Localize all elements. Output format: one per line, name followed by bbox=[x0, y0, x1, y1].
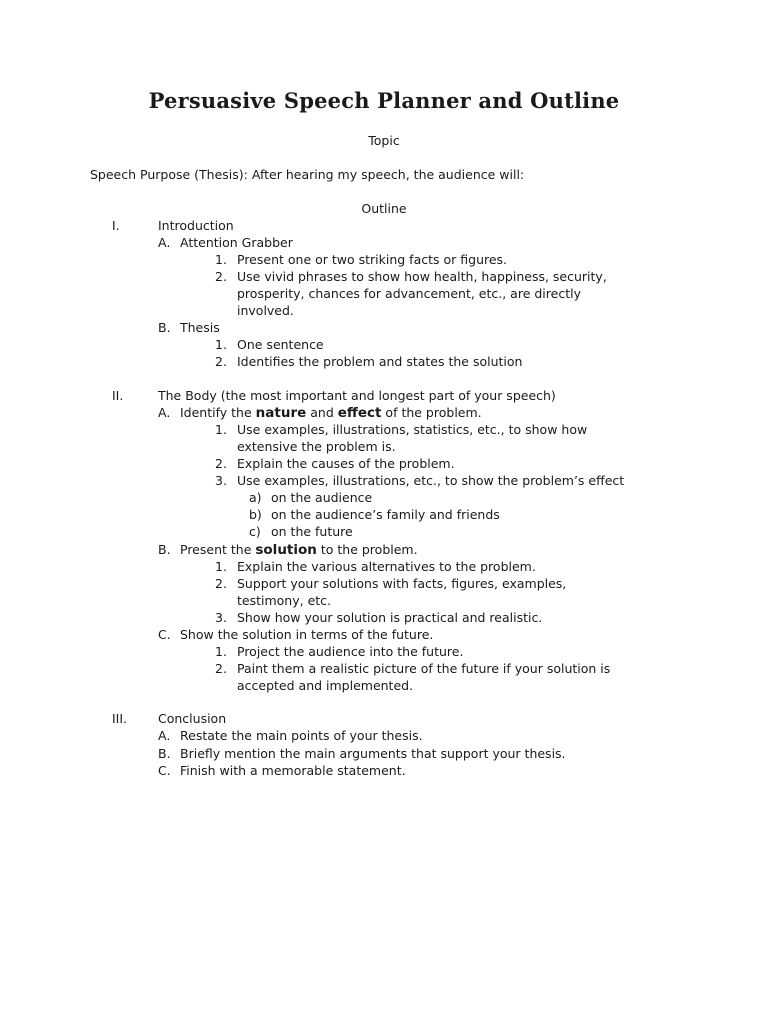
speech-purpose-label: Speech Purpose (Thesis): After hearing my speech, the audience will: bbox=[90, 167, 525, 182]
body-a3-marker: 3. bbox=[215, 473, 227, 488]
intro-a2-line3: involved. bbox=[237, 303, 294, 318]
body-a3a-text: on the audience bbox=[271, 490, 373, 505]
effect-emphasis: effect bbox=[337, 405, 382, 421]
conclusion-c-text: Finish with a memorable statement. bbox=[180, 763, 406, 778]
body-c2-marker: 2. bbox=[215, 661, 227, 676]
nature-emphasis: nature bbox=[255, 405, 307, 421]
body-c1-text: Project the audience into the future. bbox=[237, 644, 464, 659]
intro-a-marker: A. bbox=[158, 235, 171, 250]
body-c-marker: C. bbox=[158, 627, 171, 642]
body-b3-text: Show how your solution is practical and realistic. bbox=[237, 610, 543, 625]
body-a-marker: A. bbox=[158, 405, 171, 420]
conclusion-a-marker: A. bbox=[158, 728, 171, 743]
intro-a2-marker: 2. bbox=[215, 269, 227, 284]
body-a1-marker: 1. bbox=[215, 422, 227, 437]
body-b1-marker: 1. bbox=[215, 559, 227, 574]
body-a1-line1: Use examples, illustrations, statistics, etc., to show how bbox=[237, 422, 588, 437]
conclusion-c-marker: C. bbox=[158, 763, 171, 778]
body-a2-text: Explain the causes of the problem. bbox=[237, 456, 455, 471]
body-a3-text: Use examples, illustrations, etc., to show the problem’s effect bbox=[237, 473, 625, 488]
body-a3a-marker: a) bbox=[249, 490, 262, 505]
intro-b1-marker: 1. bbox=[215, 337, 227, 352]
conclusion-a-text: Restate the main points of your thesis. bbox=[180, 728, 423, 743]
body-c2-line1: Paint them a realistic picture of the future if your solution is bbox=[237, 661, 611, 676]
intro-b-text: Thesis bbox=[180, 320, 220, 335]
intro-a2-line2: prosperity, chances for advancement, etc., are directly bbox=[237, 286, 581, 301]
intro-b-marker: B. bbox=[158, 320, 171, 335]
body-b2-line1: Support your solutions with facts, figures, examples, bbox=[237, 576, 567, 591]
intro-b2-marker: 2. bbox=[215, 354, 227, 369]
document-title: Persuasive Speech Planner and Outline bbox=[148, 88, 620, 113]
body-heading: The Body (the most important and longest part of your speech) bbox=[158, 388, 556, 403]
intro-a-text: Attention Grabber bbox=[180, 235, 293, 250]
body-b2-marker: 2. bbox=[215, 576, 227, 591]
intro-b2-text: Identifies the problem and states the solution bbox=[237, 354, 523, 369]
body-b-post: to the problem. bbox=[316, 542, 418, 557]
outline-label: Outline bbox=[361, 201, 407, 216]
body-b-pre: Present the bbox=[180, 542, 256, 557]
body-a2-marker: 2. bbox=[215, 456, 227, 471]
intro-a1-text: Present one or two striking facts or figures. bbox=[237, 252, 508, 267]
body-numeral: II. bbox=[112, 388, 124, 403]
conclusion-heading: Conclusion bbox=[158, 711, 227, 726]
body-b-marker: B. bbox=[158, 542, 171, 557]
intro-heading: Introduction bbox=[158, 218, 234, 233]
intro-a1-marker: 1. bbox=[215, 252, 227, 267]
body-a3c-marker: c) bbox=[249, 524, 261, 539]
body-a-and: and bbox=[306, 405, 338, 420]
body-c1-marker: 1. bbox=[215, 644, 227, 659]
body-b1-text: Explain the various alternatives to the problem. bbox=[237, 559, 536, 574]
body-a3c-text: on the future bbox=[271, 524, 353, 539]
body-a-post: of the problem. bbox=[381, 405, 482, 420]
body-c-text: Show the solution in terms of the future. bbox=[180, 627, 434, 642]
body-c2-line2: accepted and implemented. bbox=[237, 678, 414, 693]
intro-a2-line1: Use vivid phrases to show how health, happiness, security, bbox=[237, 269, 607, 284]
body-a3b-marker: b) bbox=[249, 507, 262, 522]
body-b2-line2: testimony, etc. bbox=[237, 593, 332, 608]
topic-label: Topic bbox=[368, 133, 400, 148]
conclusion-b-text: Briefly mention the main arguments that support your thesis. bbox=[180, 746, 566, 761]
conclusion-b-marker: B. bbox=[158, 746, 171, 761]
body-a1-line2: extensive the problem is. bbox=[237, 439, 396, 454]
solution-emphasis: solution bbox=[255, 542, 317, 558]
body-a-pre: Identify the bbox=[180, 405, 256, 420]
body-b-text bbox=[180, 541, 418, 559]
intro-b1-text: One sentence bbox=[237, 337, 324, 352]
body-a3b-text: on the audience’s family and friends bbox=[271, 507, 500, 522]
body-a-text bbox=[180, 404, 482, 422]
body-b3-marker: 3. bbox=[215, 610, 227, 625]
intro-numeral: I. bbox=[112, 218, 120, 233]
conclusion-numeral: III. bbox=[112, 711, 128, 726]
